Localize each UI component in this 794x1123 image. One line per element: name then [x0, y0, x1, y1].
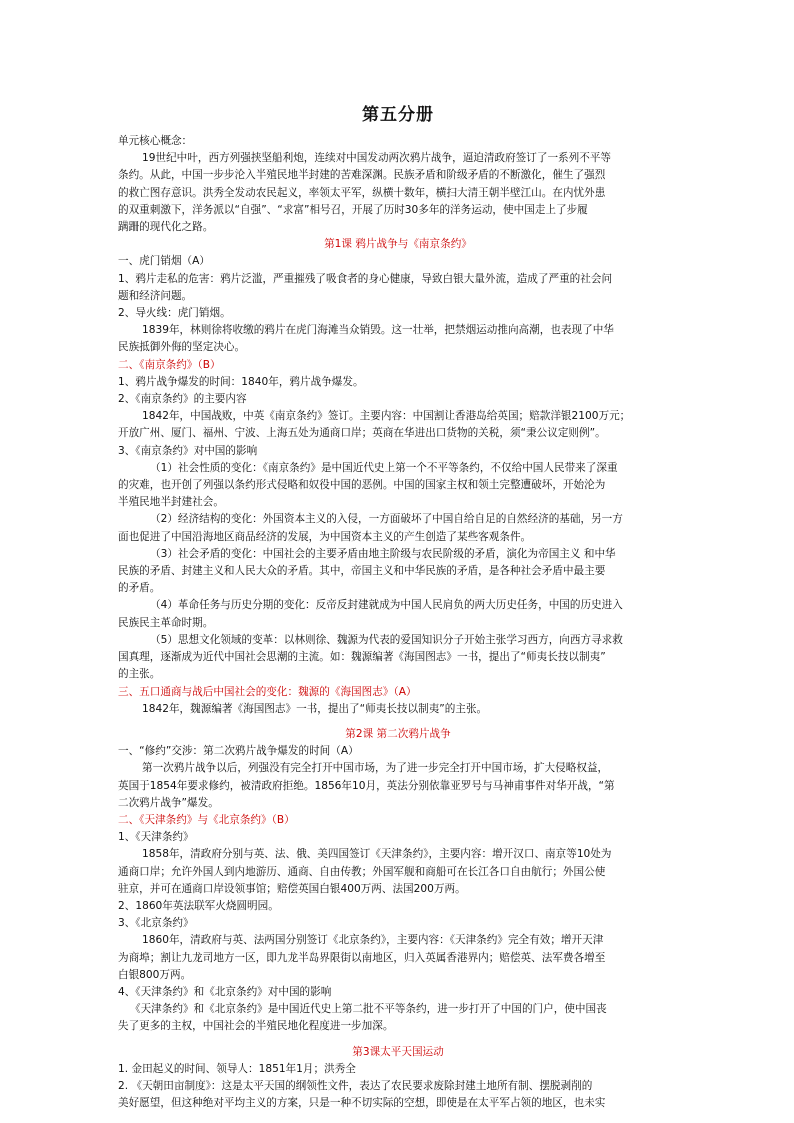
intro-line: 19世纪中叶，西方列强挟坚船利炮，连续对中国发动两次鸦片战争，逼迫清政府签订了一系列不平等: [142, 152, 612, 165]
body-line: 2、导火线：虎门销烟。: [118, 307, 231, 320]
section-heading: 三、五口通商与战后中国社会的变化：魏源的《海国图志》（A）: [118, 685, 417, 698]
body-line: 面也促进了中国沿海地区商品经济的发展，为中国资本主义的产生创造了某些客观条件。: [118, 530, 532, 543]
body-line: 1842年，中国战败，中英《南京条约》签订。主要内容：中国割让香港岛给英国；赔款洋银2100万元；: [142, 410, 631, 423]
body-line: 英国于1854年要求修约，被清政府拒绝。1856年10月，英法分别依靠亚罗号与马神甫事件对华开战，“第: [118, 779, 615, 792]
lesson3-title: 第3课太平天国运动: [352, 1045, 444, 1058]
body-line: 二次鸦片战争”爆发。: [118, 796, 219, 809]
body-line: （1）社会性质的变化：《南京条约》是中国近代史上第一个不平等条约，不仅给中国人民带来了深重: [150, 461, 618, 474]
body-line: 《天津条约》和《北京条约》是中国近代史上第二批不平等条约，进一步打开了中国的门户，使中国丧: [130, 1003, 607, 1016]
page-title: 第五分册: [362, 105, 434, 125]
intro-line: 条约。从此，中国一步步沦入半殖民地半封建的苦难深渊。民族矛盾和阶级矛盾的不断激化，催生了强烈: [118, 169, 606, 182]
body-line: 民族抵御外侮的坚定决心。: [118, 341, 246, 354]
body-line: 通商口岸；允许外国人到内地游历、通商、自由传教；外国军舰和商船可在长江各口自由航行；外国公使: [118, 865, 606, 878]
lesson1-title: 第1课 鸦片战争与《南京条约》: [324, 238, 472, 251]
body-line: 的灾难，也开创了列强以条约形式侵略和奴役中国的恶例。中国的国家主权和领土完整遭破坏，开始沦为: [118, 479, 606, 492]
body-line: （5）思想文化领域的变革：以林则徐、魏源为代表的爱国知识分子开始主张学习西方，向西方寻求救: [150, 633, 623, 646]
body-line: 为商埠；割让九龙司地方一区，即九龙半岛界限街以南地区，归入英属香港界内；赔偿英、法军费各增至: [118, 951, 606, 964]
body-line: 2. 《天朝田亩制度》：这是太平天国的纲领性文件，表达了农民要求废除封建土地所有制、摆脱剥削的: [118, 1079, 593, 1092]
body-line: （4）革命任务与历史分期的变化：反帝反封建就成为中国人民肩负的两大历史任务，中国的历史进入: [150, 599, 623, 612]
body-line: 1、鸦片走私的危害：鸦片泛滥，严重摧残了吸食者的身心健康，导致白银大量外流，造成了严重的社会问: [118, 272, 613, 285]
body-line: 1、鸦片战争爆发的时间：1840年，鸦片战争爆发。: [118, 375, 364, 388]
body-line: 1839年，林则徐将收缴的鸦片在虎门海滩当众销毁。这一壮举，把禁烟运动推向高潮，也表现了中华: [142, 324, 614, 337]
body-line: 开放广州、厦门、福州、宁波、上海五处为通商口岸；英商在华进出口货物的关税，须“秉公议定则例”。: [118, 427, 606, 440]
body-line: 1842年，魏源编著《海国图志》一书，提出了“师夷长技以制夷”的主张。: [142, 702, 488, 715]
body-line: 1、《天津条约》: [118, 831, 194, 844]
body-line: 失了更多的主权，中国社会的半殖民地化程度进一步加深。: [118, 1020, 394, 1033]
section-heading: 二、《天津条约》与《北京条约》（B）: [118, 813, 295, 826]
intro-line: 蹒跚的现代化之路。: [118, 221, 214, 234]
body-line: 驻京，并可在通商口岸设领事馆；赔偿英国白银400万两、法国200万两。: [118, 882, 466, 895]
body-line: 1. 金田起义的时间、领导人：1851年1月；洪秀全: [118, 1062, 356, 1075]
intro-line: 的救亡图存意识。洪秀全发动农民起义，率领太平军，纵横十数年，横扫大清王朝半壁江山。在内忧外患: [118, 186, 606, 199]
body-line: 3、《北京条约》: [118, 917, 194, 930]
body-line: 民族的矛盾、封建主义和人民大众的矛盾。其中，帝国主义和中华民族的矛盾，是各种社会矛盾中最主要: [118, 565, 606, 578]
body-line: 的矛盾。: [118, 582, 161, 595]
body-line: 1858年，清政府分别与英、法、俄、美四国签订《天津条约》，主要内容：增开汉口、南京等10处为: [142, 848, 612, 861]
body-line: 半殖民地半封建社会。: [118, 496, 224, 509]
section-heading: 二、《南京条约》（B）: [118, 358, 221, 371]
body-line: 民族民主革命时期。: [118, 616, 214, 629]
body-line: 题和经济问题。: [118, 289, 193, 302]
intro-heading: 单元核心概念：: [118, 135, 193, 147]
section-heading: 一、“修约”交涉：第二次鸦片战争爆发的时间（A）: [118, 745, 359, 758]
body-line: 1860年，清政府与英、法两国分别签订《北京条约》，主要内容：《天津条约》完全有效；增开天津: [142, 934, 604, 947]
body-line: 美好愿望，但这种绝对平均主义的方案，只是一种不切实际的空想，即使是在太平军占领的地区，也未实: [118, 1097, 606, 1110]
body-line: 国真理，逐渐成为近代中国社会思潮的主流。如：魏源编著《海国图志》一书，提出了“师夷长技以制夷”: [118, 651, 606, 664]
lesson2-title: 第2课 第二次鸦片战争: [345, 727, 451, 740]
body-line: 3、《南京条约》对中国的影响: [118, 444, 258, 457]
body-line: 2、《南京条约》的主要内容: [118, 393, 247, 406]
body-line: 白银800万两。: [118, 968, 192, 981]
section-heading: 一、虎门销烟（A）: [118, 255, 210, 268]
body-line: 4、《天津条约》和《北京条约》对中国的影响: [118, 985, 332, 998]
body-line: 2、1860年英法联军火烧圆明园。: [118, 899, 279, 912]
body-line: 的主张。: [118, 668, 161, 681]
body-line: 第一次鸦片战争以后，列强没有完全打开中国市场，为了进一步完全打开中国市场，扩大侵略权益，: [142, 762, 609, 775]
body-line: （3）社会矛盾的变化：中国社会的主要矛盾由地主阶级与农民阶级的矛盾，演化为帝国主义 和中华: [150, 547, 616, 560]
intro-line: 的双重刺激下，洋务派以“自强”、“求富”相号召，开展了历时30多年的洋务运动，使中国走上了步履: [118, 203, 588, 216]
document-page: [118, 96, 678, 1112]
body-line: （2）经济结构的变化：外国资本主义的入侵，一方面破坏了中国自给自足的自然经济的基础，另一方: [150, 513, 623, 526]
